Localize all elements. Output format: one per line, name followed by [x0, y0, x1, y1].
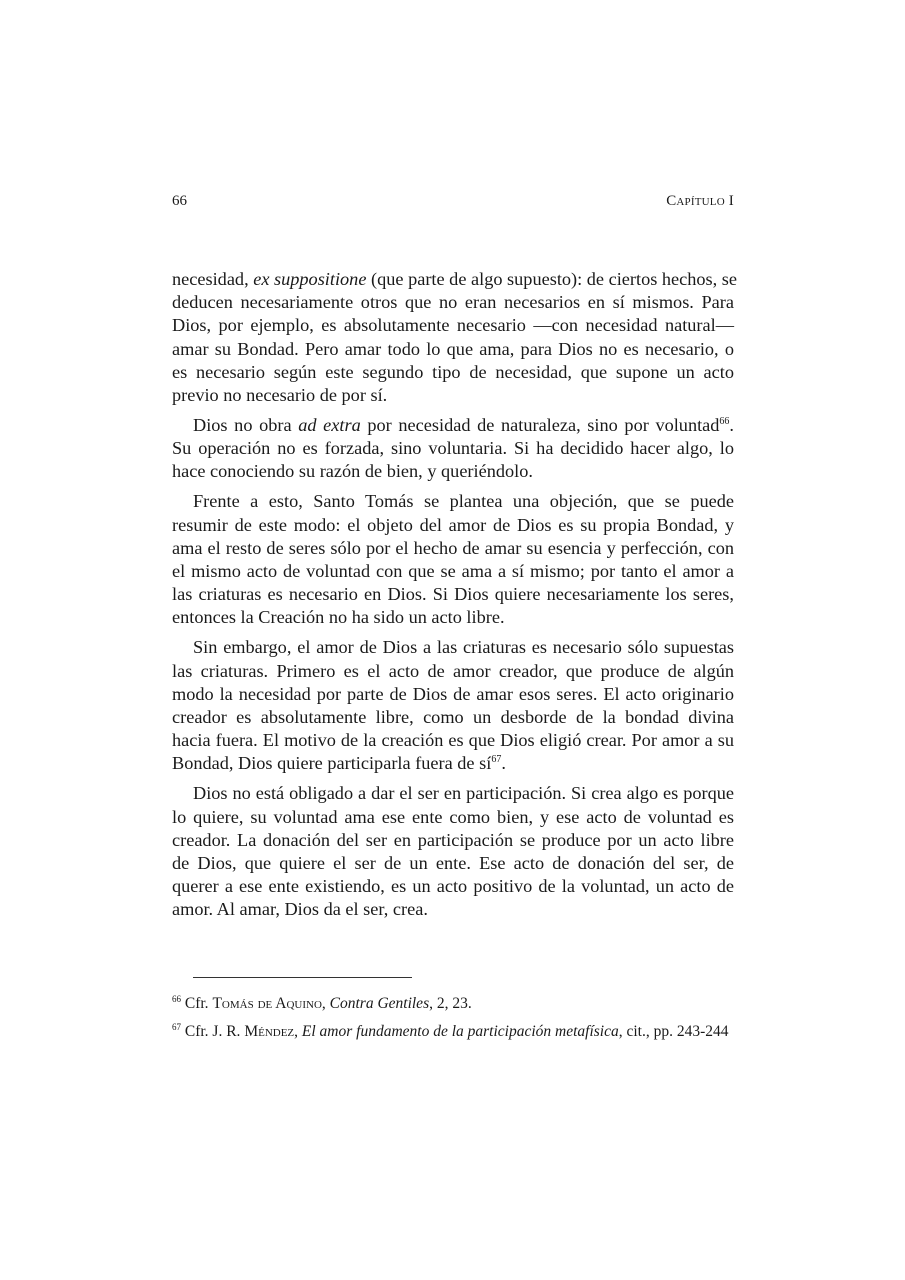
text-line — [172, 514, 734, 537]
text-line — [172, 898, 734, 921]
text-line — [172, 560, 734, 583]
text-run: es necesario según este segundo tipo de necesidad, que supone un acto — [172, 361, 734, 382]
text-line — [172, 291, 734, 314]
paragraph — [172, 782, 734, 921]
text-run: modo la necesidad por parte de Dios de amar esos seres. El acto originario — [172, 683, 734, 704]
paragraph — [172, 414, 734, 484]
page-number: 66 — [172, 193, 187, 209]
italic-text: ad extra — [298, 415, 361, 436]
footnote-prefix: Cfr. J. R. — [184, 1023, 245, 1040]
footnote-author: Tomás de Aquino — [212, 995, 322, 1012]
footnote-sep: , — [321, 995, 330, 1012]
footnote-ref: 66 — [719, 416, 730, 428]
text-run: Bondad, Dios quiere participarla fuera de sí — [172, 753, 492, 774]
text-line — [172, 729, 734, 752]
text-run: lo quiere, su voluntad ama ese ente como bien, y ese acto de voluntad es — [172, 806, 734, 827]
text-line — [172, 683, 734, 706]
running-header — [172, 193, 734, 210]
text-line — [172, 314, 734, 337]
text-line — [172, 829, 734, 852]
text-run: deducen necesariamente otros que no eran necesarios en sí mismos. Para — [172, 292, 734, 313]
text-run: ama el resto de seres sólo por el hecho de amar su esencia y perfección, con — [172, 537, 734, 558]
body-text — [172, 268, 738, 928]
footnote-number: 66 — [172, 994, 181, 1004]
chapter-title: Capítulo I — [666, 193, 734, 209]
text-line — [172, 782, 734, 805]
text-run: el mismo acto de voluntad con que se ama a sí mismo; por tanto el amor a — [172, 561, 734, 582]
paragraph — [172, 636, 734, 775]
text-run: amar su Bondad. Pero amar todo lo que ama, para Dios no es necesario, o — [172, 338, 734, 359]
text-run: hace conociendo su razón de bien, y queriéndolo. — [172, 461, 533, 482]
text-run: amor. Al amar, Dios da el ser, crea. — [172, 899, 428, 920]
text-run: Dios no está obligado a dar el ser en participación. Si crea algo es porque — [193, 783, 734, 804]
text-line — [172, 361, 734, 384]
text-run: Sin embargo, el amor de Dios a las criaturas es necesario sólo supuestas — [193, 637, 734, 658]
text-run: (que parte de algo supuesto): de ciertos hechos, se — [366, 269, 738, 289]
text-run: de Dios, que quiere el ser de un ente. Ese acto de donación del ser, de — [172, 853, 734, 874]
footnote-sep: , — [294, 1023, 302, 1040]
text-line — [172, 875, 734, 898]
text-line — [172, 752, 734, 775]
paragraph — [172, 490, 734, 629]
text-run: entonces la Creación no ha sido un acto libre. — [172, 607, 505, 628]
text-run: querer a ese ente existiendo, es un acto positivo de la voluntad, un acto de — [172, 876, 734, 897]
text-line — [172, 338, 734, 361]
text-line — [172, 537, 734, 560]
text-run: . — [729, 415, 734, 436]
text-line — [172, 583, 734, 606]
text-run: resumir de este modo: el objeto del amor de Dios es su propia Bondad, y — [172, 514, 734, 535]
text-line — [172, 636, 734, 659]
text-line — [172, 806, 734, 829]
text-run: las criaturas. Primero es el acto de amor creador, que produce de algún — [172, 660, 734, 681]
text-run: Frente a esto, Santo Tomás se plantea una objeción, que se puede — [193, 491, 734, 512]
text-run: previo no necesario de por sí. — [172, 385, 388, 406]
footnote-number: 67 — [172, 1022, 181, 1032]
text-line — [172, 660, 734, 683]
footnote-prefix: Cfr. — [184, 995, 213, 1012]
footnote-rest: , 2, 23. — [429, 995, 472, 1012]
text-run: Su operación no es forzada, sino voluntaria. Si ha decidido hacer algo, lo — [172, 438, 734, 459]
footnote-ref: 67 — [491, 754, 502, 766]
text-line — [172, 268, 738, 291]
text-run: creador. La donación del ser en participación se produce por un acto libre — [172, 829, 734, 850]
text-run: las criaturas es necesario en Dios. Si Dios quiere necesariamente los seres, — [172, 584, 734, 605]
footnote-title: Contra Gentiles — [329, 995, 430, 1012]
text-line — [172, 606, 734, 629]
text-line — [172, 706, 734, 729]
text-run: necesidad, — [172, 269, 254, 289]
text-line — [172, 414, 734, 437]
text-run: Dios, por ejemplo, es absolutamente necesario —con necesidad natural— — [172, 315, 734, 336]
text-line — [172, 852, 734, 875]
paragraph — [172, 268, 738, 407]
footnote-author: Méndez — [244, 1023, 295, 1040]
footnote-separator — [193, 977, 412, 978]
footnote-66 — [172, 995, 472, 1013]
footnote-67 — [172, 1023, 729, 1041]
italic-text: ex suppositione — [253, 269, 367, 289]
text-run: Dios no obra — [193, 415, 299, 436]
text-line — [172, 384, 734, 407]
text-line — [172, 437, 734, 460]
text-run: hacia fuera. El motivo de la creación es que Dios eligió crear. Por amor a su — [172, 730, 734, 751]
text-run: creador es absolutamente libre, como un desborde de la bondad divina — [172, 707, 734, 728]
footnote-rest: , cit., pp. 243-244 — [618, 1023, 729, 1040]
footnote-title: El amor fundamento de la participación metafísica — [301, 1023, 619, 1040]
text-run: por necesidad de naturaleza, sino por voluntad — [360, 415, 720, 436]
text-line — [172, 460, 734, 483]
text-line — [172, 490, 734, 513]
text-run: . — [501, 753, 506, 774]
